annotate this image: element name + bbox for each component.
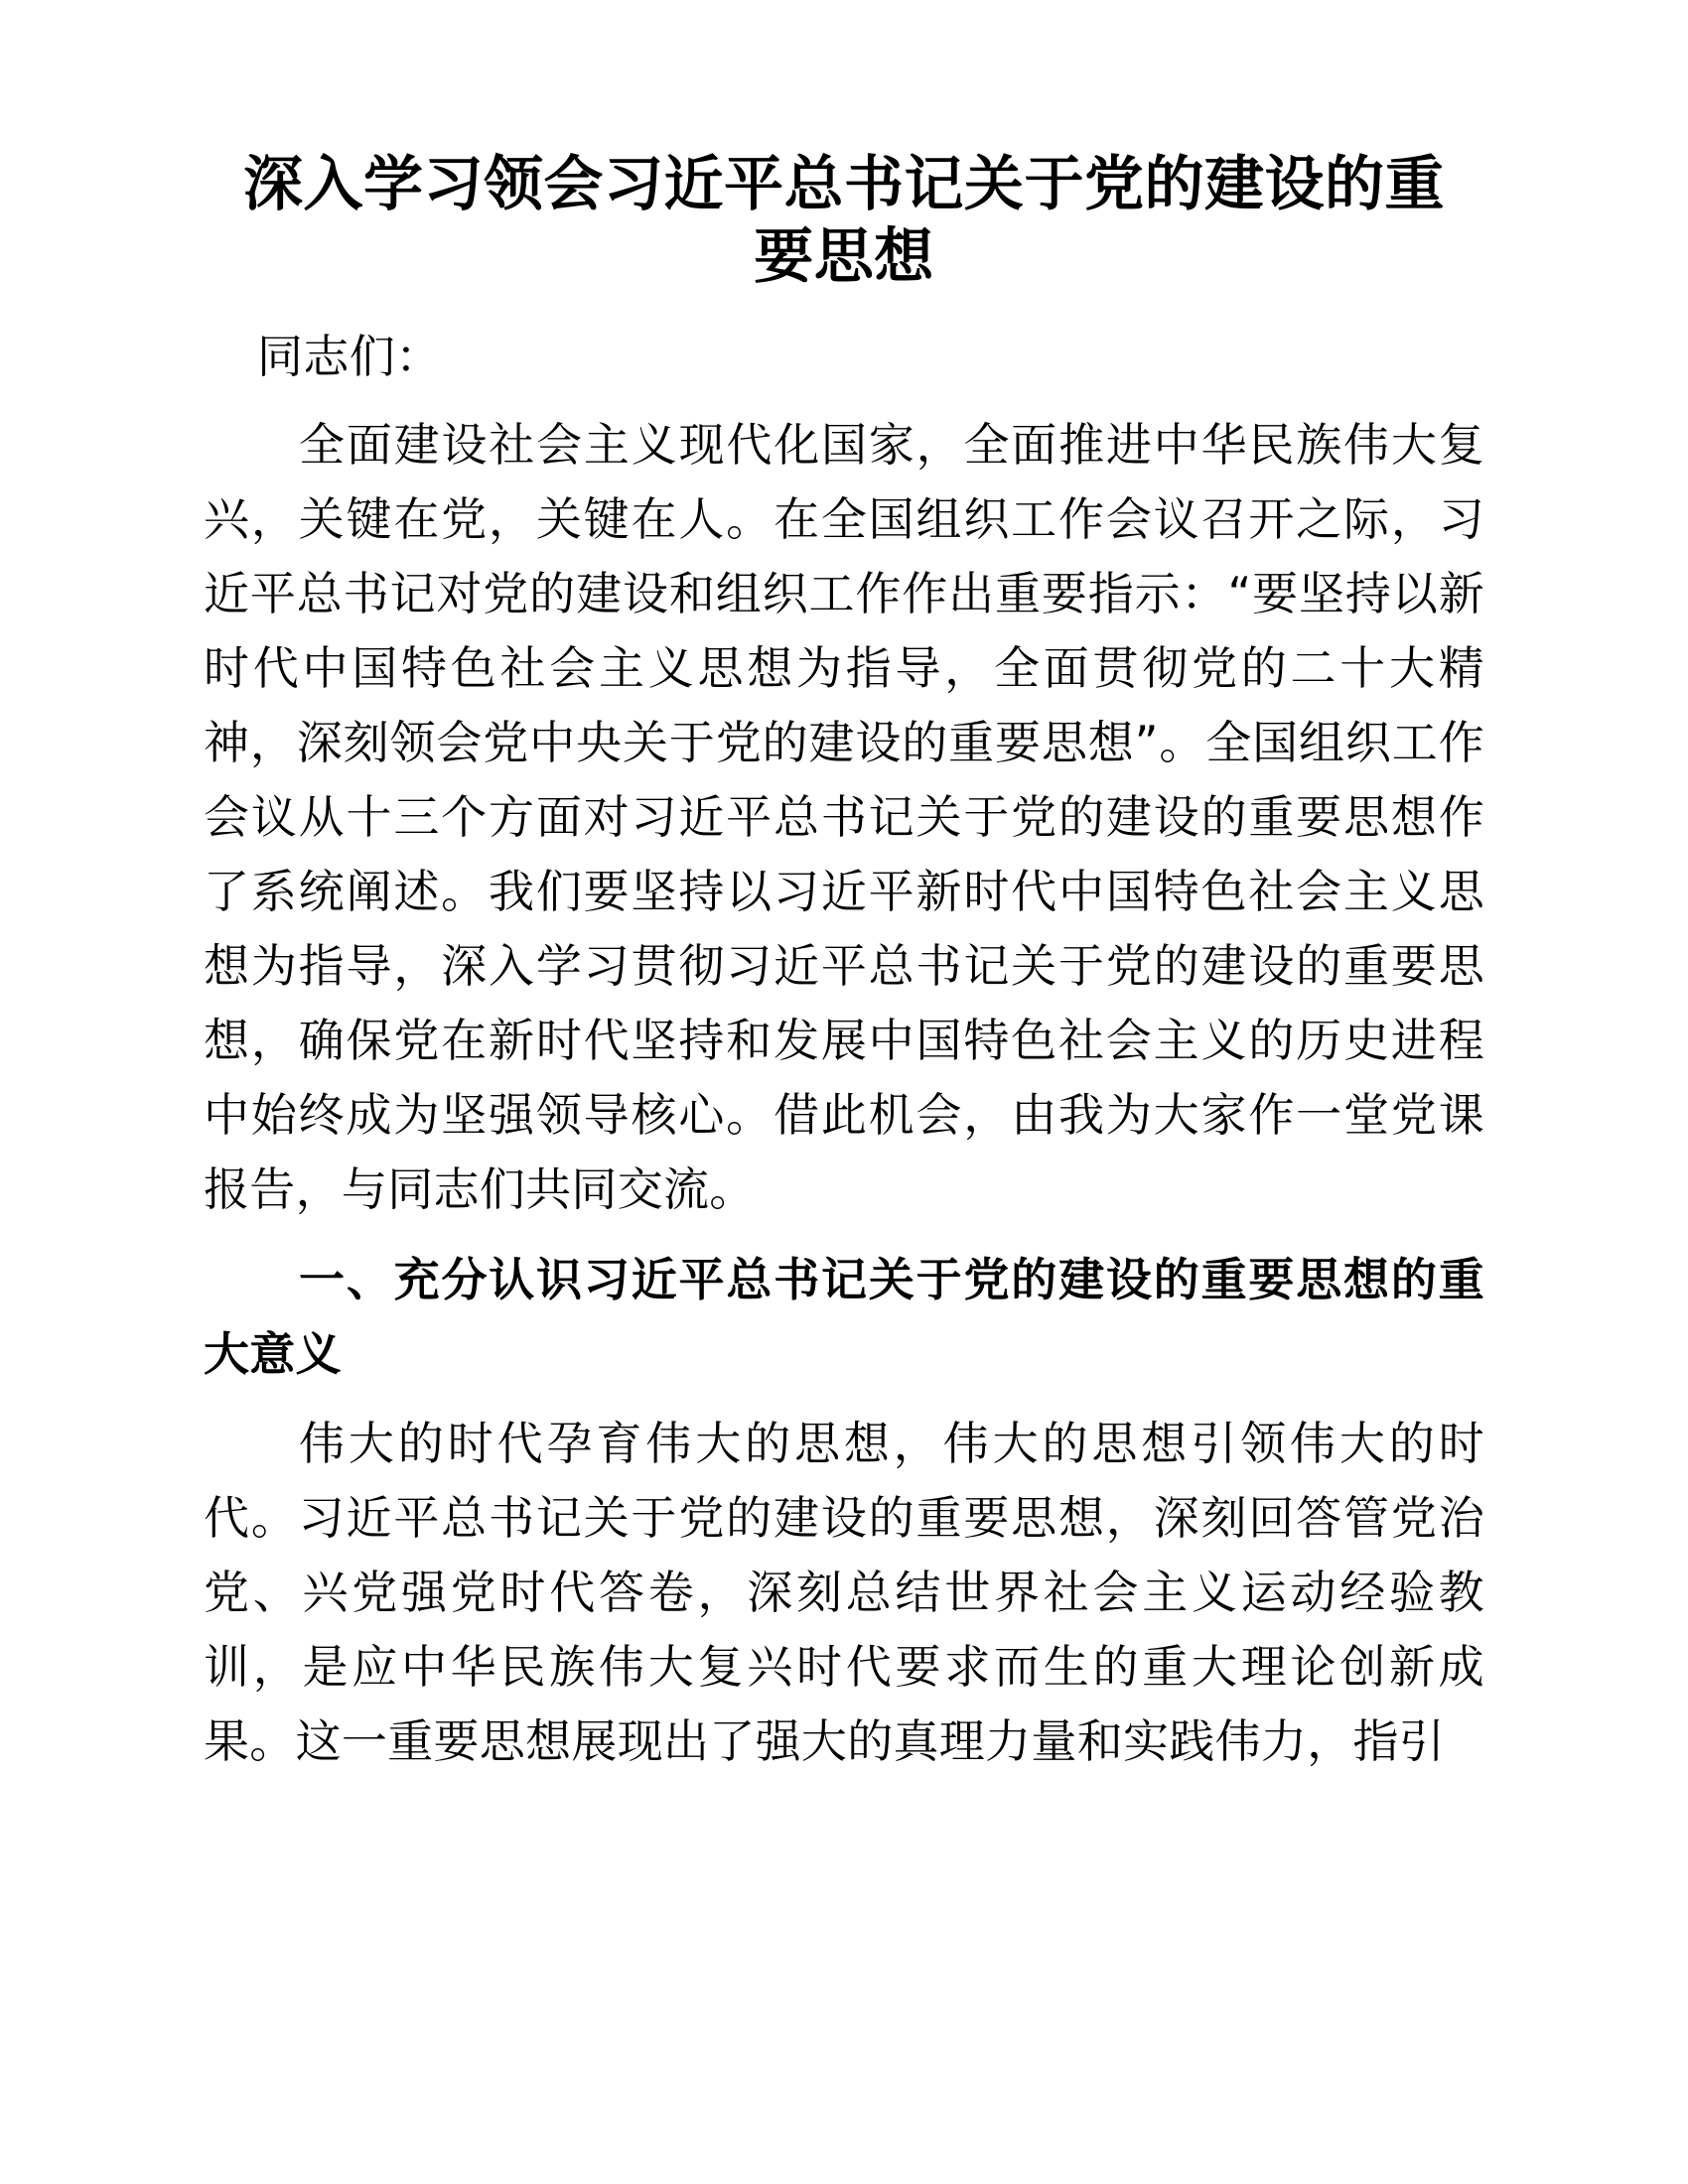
section-one-paragraph: 伟大的时代孕育伟大的思想，伟大的思想引领伟大的时代。习近平总书记关于党的建设的重要思想，深刻回答管党治党、兴党强党时代答卷，深刻总结世界社会主义运动经验教训，是应中华民族伟大复兴时代要求而生的重大理论创新成果。这一重要思想展现出了强大的真理力量和实践伟力，指引 bbox=[204, 1417, 1484, 1769]
section-one-heading: 一、充分认识习近平总书记关于党的建设的重要思想的重大意义 bbox=[204, 1252, 1484, 1381]
opening-paragraph: 全面建设社会主义现代化国家，全面推进中华民族伟大复兴，关键在党，关键在人。在全国组织工作会议召开之际，习近平总书记对党的建设和组织工作作出重要指示：“要坚持以新时代中国特色社会主义思想为指导，全面贯彻党的二十大精神，深刻领会党中央关于党的建设的重要思想”。全国组织工作会议从十三个方面对习近平总书记关于党的建设的重要思想作了系统阐述。我们要坚持以习近平新时代中国特色社会主义思想为指导，深入学习贯彻习近平总书记关于党的建设的重要思想，确保党在新时代坚持和发展中国特色社会主义的历史进程中始终成为坚强领导核心。借此机会，由我为大家作一堂党课报告，与同志们共同交流。 bbox=[204, 417, 1484, 1216]
document-title: 深入学习领会习近平总书记关于党的建设的重要思想 bbox=[243, 150, 1445, 293]
salutation: 同志们： bbox=[257, 330, 442, 384]
